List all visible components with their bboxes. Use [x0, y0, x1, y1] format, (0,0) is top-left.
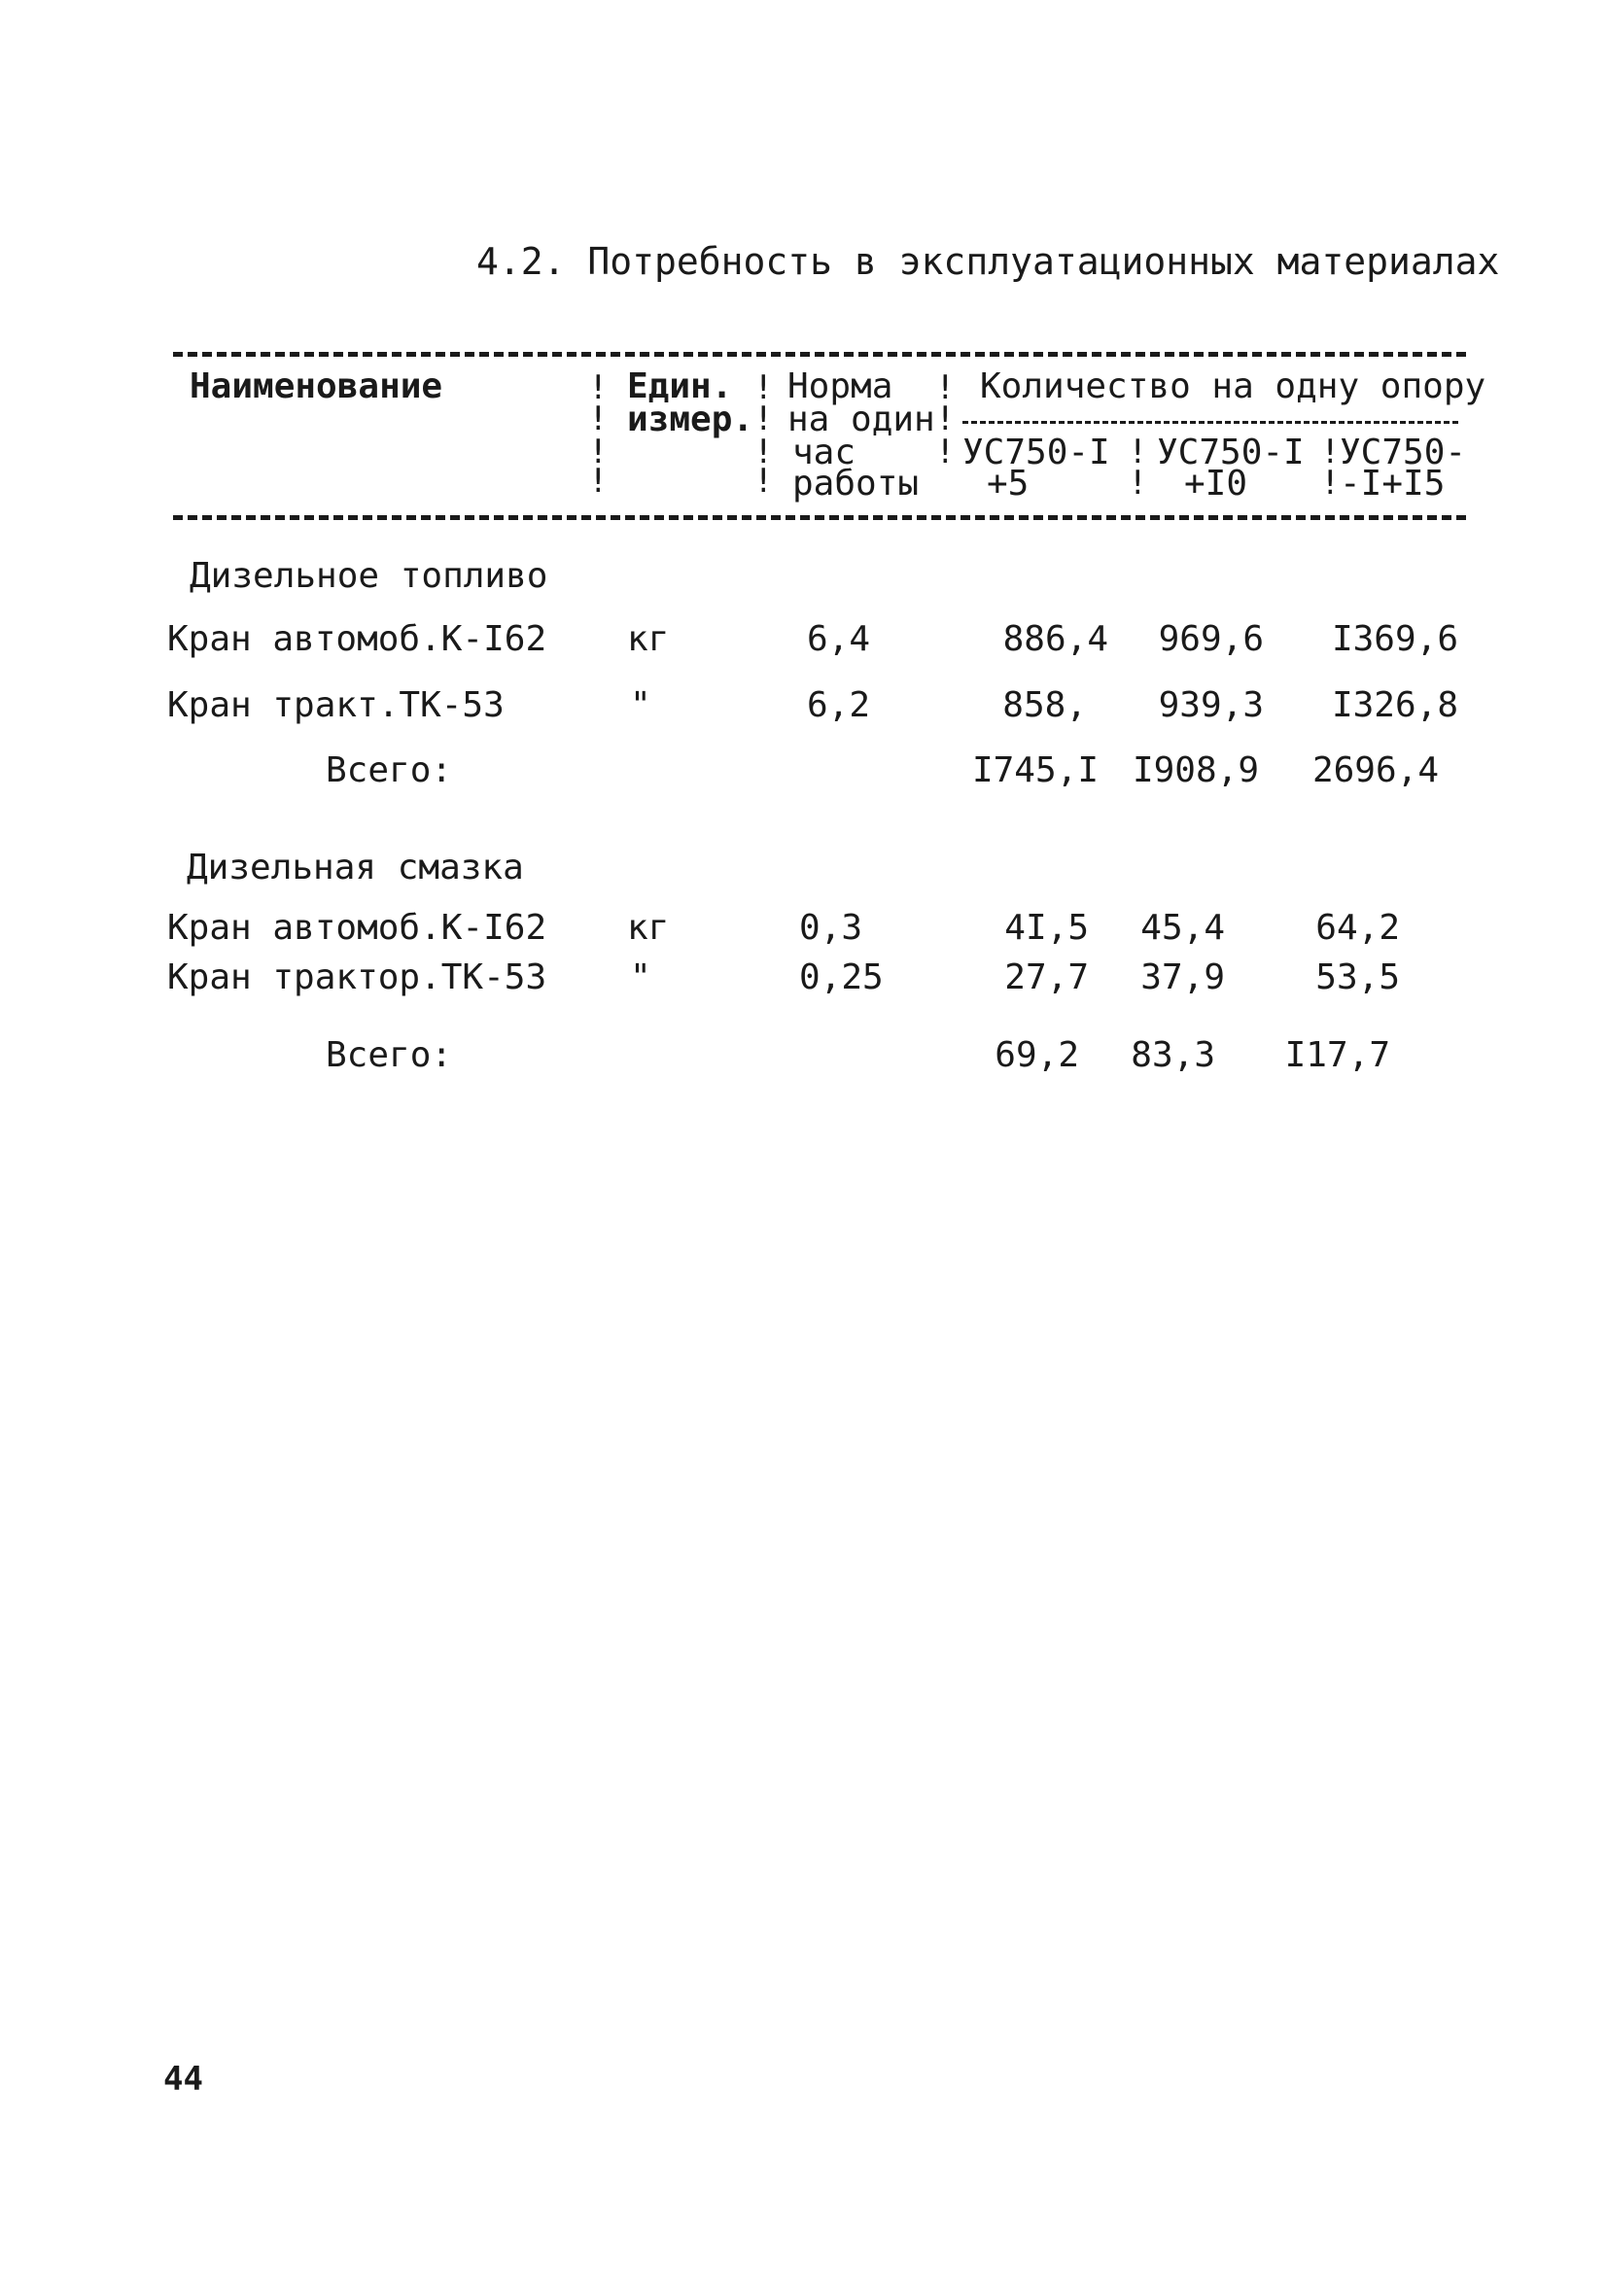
row-q2: 939,3: [1158, 685, 1264, 725]
header-separator: !: [753, 433, 774, 471]
header-col3-line1: УС750-: [1340, 433, 1467, 472]
table-top-rule: [173, 352, 1466, 357]
row-q2: 37,9: [1140, 957, 1225, 997]
header-name: Наименование: [190, 366, 443, 406]
header-separator: !: [1320, 464, 1341, 503]
header-separator: !: [588, 433, 609, 471]
total-q1: 69,2: [995, 1035, 1079, 1075]
total-label: Всего:: [326, 750, 453, 790]
header-separator: !: [588, 400, 609, 438]
header-col2-line2: +I0: [1184, 464, 1248, 504]
row-norm: 6,2: [807, 685, 871, 725]
header-separator: !: [935, 368, 956, 407]
row-name: Кран автомоб.К-I62: [167, 619, 547, 659]
header-separator: !: [1128, 464, 1148, 503]
row-q1: 886,4: [1002, 619, 1108, 659]
row-unit: кг: [627, 908, 670, 948]
row-name: Кран трактор.ТК-53: [167, 957, 547, 997]
total-q1: I745,I: [971, 750, 1099, 790]
row-name: Кран автомоб.К-I62: [167, 908, 547, 948]
header-separator: !: [935, 400, 956, 438]
row-norm: 6,4: [807, 619, 871, 659]
page-number: 44: [163, 2060, 203, 2099]
header-col3-line2: -I+I5: [1340, 464, 1446, 504]
row-name: Кран тракт.ТК-53: [167, 685, 505, 725]
header-separator: !: [1128, 433, 1148, 471]
header-quantity: Количество на одну опору: [980, 366, 1486, 406]
section-title: Дизельное топливо: [190, 556, 548, 596]
row-q3: I326,8: [1331, 685, 1458, 725]
total-label: Всего:: [326, 1035, 453, 1075]
header-col1-line2: +5: [987, 464, 1030, 504]
row-q3: 53,5: [1315, 957, 1400, 997]
header-separator: !: [588, 462, 609, 501]
header-unit-line2: измер.: [627, 400, 754, 439]
row-q2: 45,4: [1140, 908, 1225, 948]
header-col1-line1: УС750-I: [962, 433, 1110, 472]
row-unit: кг: [627, 619, 670, 659]
header-norm-line2: на один: [787, 400, 935, 439]
header-norm-line4: работы: [792, 464, 920, 504]
header-separator: !: [588, 368, 609, 407]
header-separator: !: [935, 433, 956, 471]
row-q2: 969,6: [1158, 619, 1264, 659]
total-q3: 2696,4: [1311, 750, 1439, 790]
header-norm-line1: Норма: [787, 366, 893, 406]
row-norm: 0,25: [799, 957, 884, 997]
table-header-rule: [173, 515, 1466, 520]
header-quantity-rule: [962, 421, 1458, 424]
row-unit: ": [630, 685, 651, 725]
total-q2: I908,9: [1132, 750, 1259, 790]
header-col2-line1: УС750-I: [1157, 433, 1305, 472]
header-unit-line1: Един.: [627, 366, 733, 406]
total-q2: 83,3: [1131, 1035, 1215, 1075]
document-title: 4.2. Потребность в эксплуатационных материалах: [476, 240, 1500, 283]
section-title: Дизельная смазка: [187, 848, 524, 887]
row-q3: 64,2: [1315, 908, 1400, 948]
row-q1: 27,7: [1004, 957, 1089, 997]
row-unit: ": [630, 957, 651, 997]
row-norm: 0,3: [799, 908, 863, 948]
header-separator: !: [753, 368, 774, 407]
row-q3: I369,6: [1331, 619, 1458, 659]
header-separator: !: [753, 462, 774, 501]
total-q3: I17,7: [1284, 1035, 1390, 1075]
row-q1: 4I,5: [1004, 908, 1089, 948]
row-q1: 858,: [1002, 685, 1087, 725]
header-separator: !: [753, 400, 774, 438]
header-norm-line3: час: [792, 433, 856, 472]
header-separator: !: [1320, 433, 1341, 471]
